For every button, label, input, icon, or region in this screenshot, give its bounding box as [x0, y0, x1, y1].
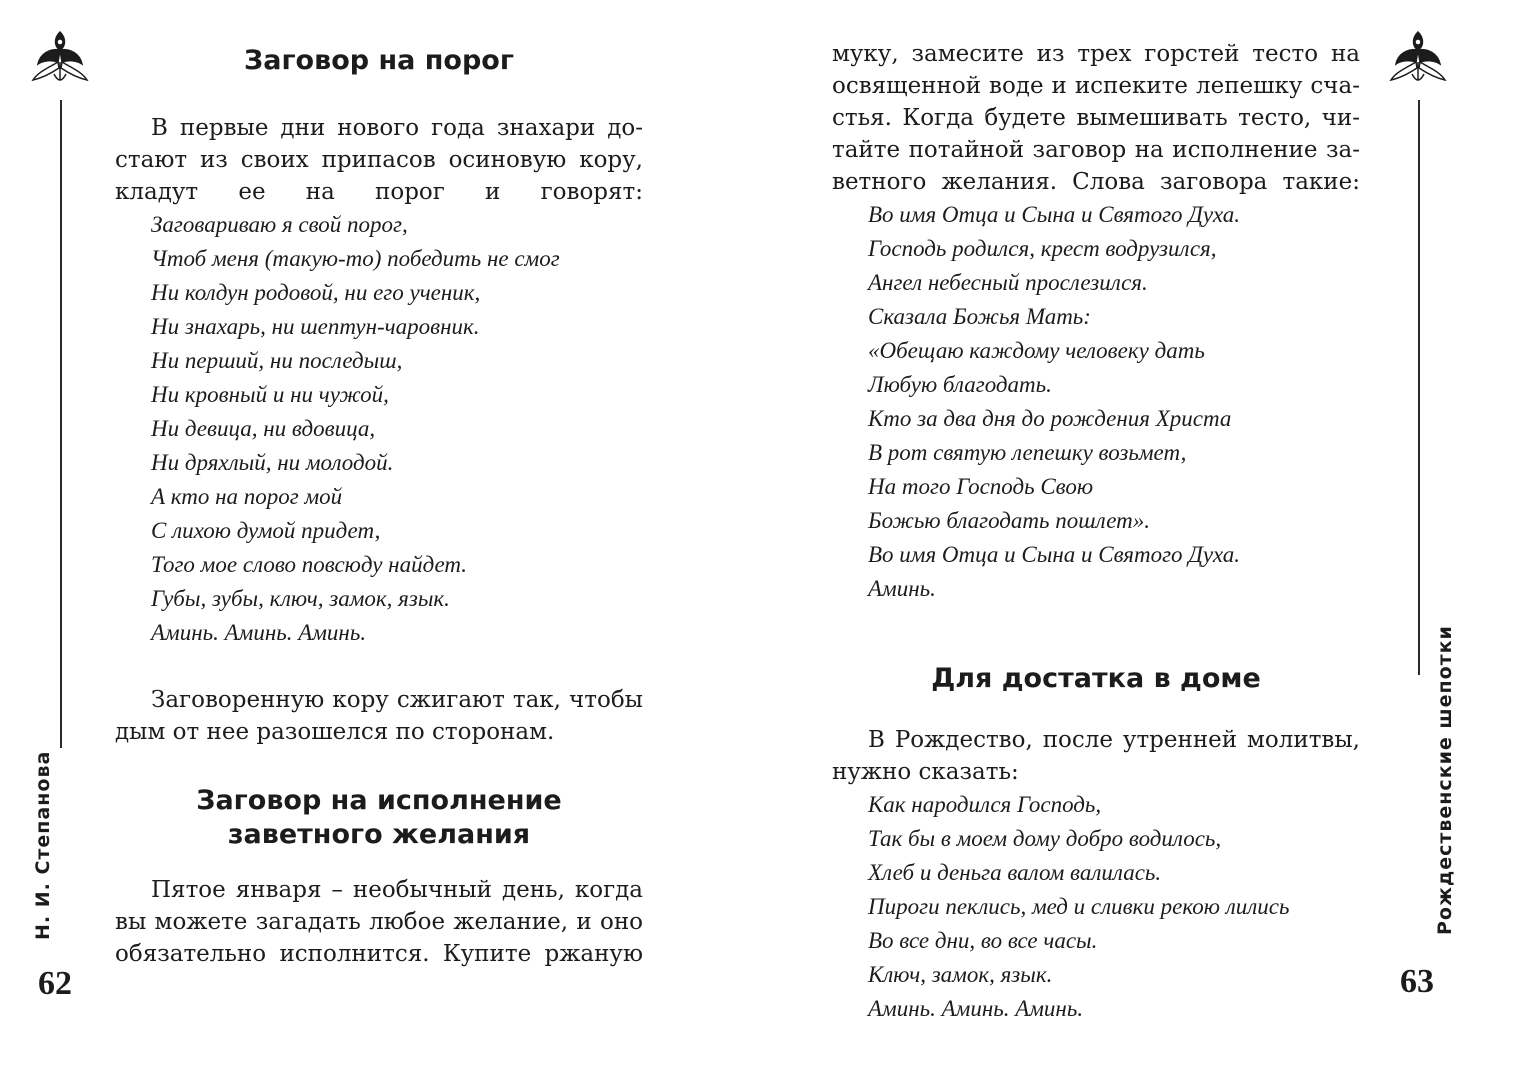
- section-title: Заговор на порог: [244, 45, 514, 76]
- verse-line: С лихою думой придет,: [151, 518, 381, 543]
- verse-line: Сказала Божья Мать:: [868, 304, 1091, 329]
- verse-line: Ни дряхлый, ни молодой.: [151, 450, 394, 475]
- verse-line: Заговариваю я свой порог,: [151, 212, 408, 237]
- right-margin-rule: [1418, 100, 1420, 675]
- continuation-paragraph: муку, замесите из трех горстей тесто на освященной воде и испеките лепешку сча-стья. Когда будете вымешивать тесто, чи-тайте потайной заговор на исполнение за-ветного желания. Слова заговора такие:: [832, 41, 1360, 195]
- page-number-right: 63: [1400, 963, 1434, 1000]
- page-number-left: 62: [38, 965, 72, 1002]
- floral-ornament-icon: [1388, 28, 1448, 98]
- verse-block: [832, 198, 1360, 606]
- verse-line: Во имя Отца и Сына и Святого Духа.: [868, 542, 1240, 567]
- verse-line: Божью благодать пошлет».: [868, 508, 1150, 533]
- verse-line: Аминь.: [868, 576, 936, 601]
- section-title: Заговор на исполнение заветного желания: [196, 785, 562, 850]
- verse-line: Ангел небесный прослезился.: [868, 270, 1148, 295]
- right-text-column: [832, 38, 1360, 1026]
- verse-line: Кто за два дня до рождения Христа: [868, 406, 1232, 431]
- section-intro: Пятое января – необычный день, когда вы можете загадать любое желание, и оно обязательно исполнится. Купите ржаную: [115, 877, 643, 967]
- verse-line: Во все дни, во все часы.: [868, 928, 1098, 953]
- verse-line: Во имя Отца и Сына и Святого Духа.: [868, 202, 1240, 227]
- verse-block: [115, 208, 643, 650]
- section-title: Для достатка в доме: [931, 663, 1261, 694]
- verse-line: Того мое слово повсюду найдет.: [151, 552, 468, 577]
- left-text-column: [115, 44, 643, 970]
- verse-line: Ни знахарь, ни шептун-чаровник.: [151, 314, 480, 339]
- verse-line: Аминь. Аминь. Аминь.: [868, 996, 1084, 1021]
- right-page: [762, 0, 1523, 1080]
- verse-line: Хлеб и деньга валом валилась.: [868, 860, 1162, 885]
- verse-line: Чтоб меня (такую-то) победить не смог: [151, 246, 560, 271]
- verse-line: Ни перший, ни последыш,: [151, 348, 403, 373]
- verse-line: Ни кровный и ни чужой,: [151, 382, 389, 407]
- verse-line: Как народился Господь,: [868, 792, 1102, 817]
- verse-line: Ключ, замок, язык.: [868, 962, 1053, 987]
- verse-line: Любую благодать.: [868, 372, 1052, 397]
- verse-line: Ни колдун родовой, ни его ученик,: [151, 280, 481, 305]
- chapter-label: Рождественские шепотки: [1434, 625, 1456, 935]
- verse-line: «Обещаю каждому человеку дать: [868, 338, 1205, 363]
- section-intro: В Рождество, после утренней молитвы, нужно сказать:: [832, 727, 1360, 785]
- verse-line: В рот святую лепешку возьмет,: [868, 440, 1187, 465]
- verse-line: Ни девица, ни вдовица,: [151, 416, 376, 441]
- verse-line: А кто на порог мой: [151, 484, 343, 509]
- floral-ornament-icon: [30, 28, 90, 98]
- section-outro: Заговоренную кору сжигают так, чтобы дым от нее разошелся по сторонам.: [115, 687, 643, 745]
- verse-block: [832, 788, 1360, 1026]
- verse-line: Губы, зубы, ключ, замок, язык.: [151, 586, 450, 611]
- left-margin-rule: [60, 100, 62, 748]
- author-label: Н. И. Степанова: [32, 750, 54, 940]
- verse-line: Пироги пеклись, мед и сливки рекою лились: [868, 894, 1290, 919]
- verse-line: Господь родился, крест водрузился,: [868, 236, 1217, 261]
- verse-line: Аминь. Аминь. Аминь.: [151, 620, 367, 645]
- verse-line: На того Господь Свою: [868, 474, 1094, 499]
- section-intro: В первые дни нового года знахари до-стают из своих припасов осиновую кору, кладут ее на порог и говорят:: [115, 115, 643, 205]
- verse-line: Так бы в моем дому добро водилось,: [868, 826, 1222, 851]
